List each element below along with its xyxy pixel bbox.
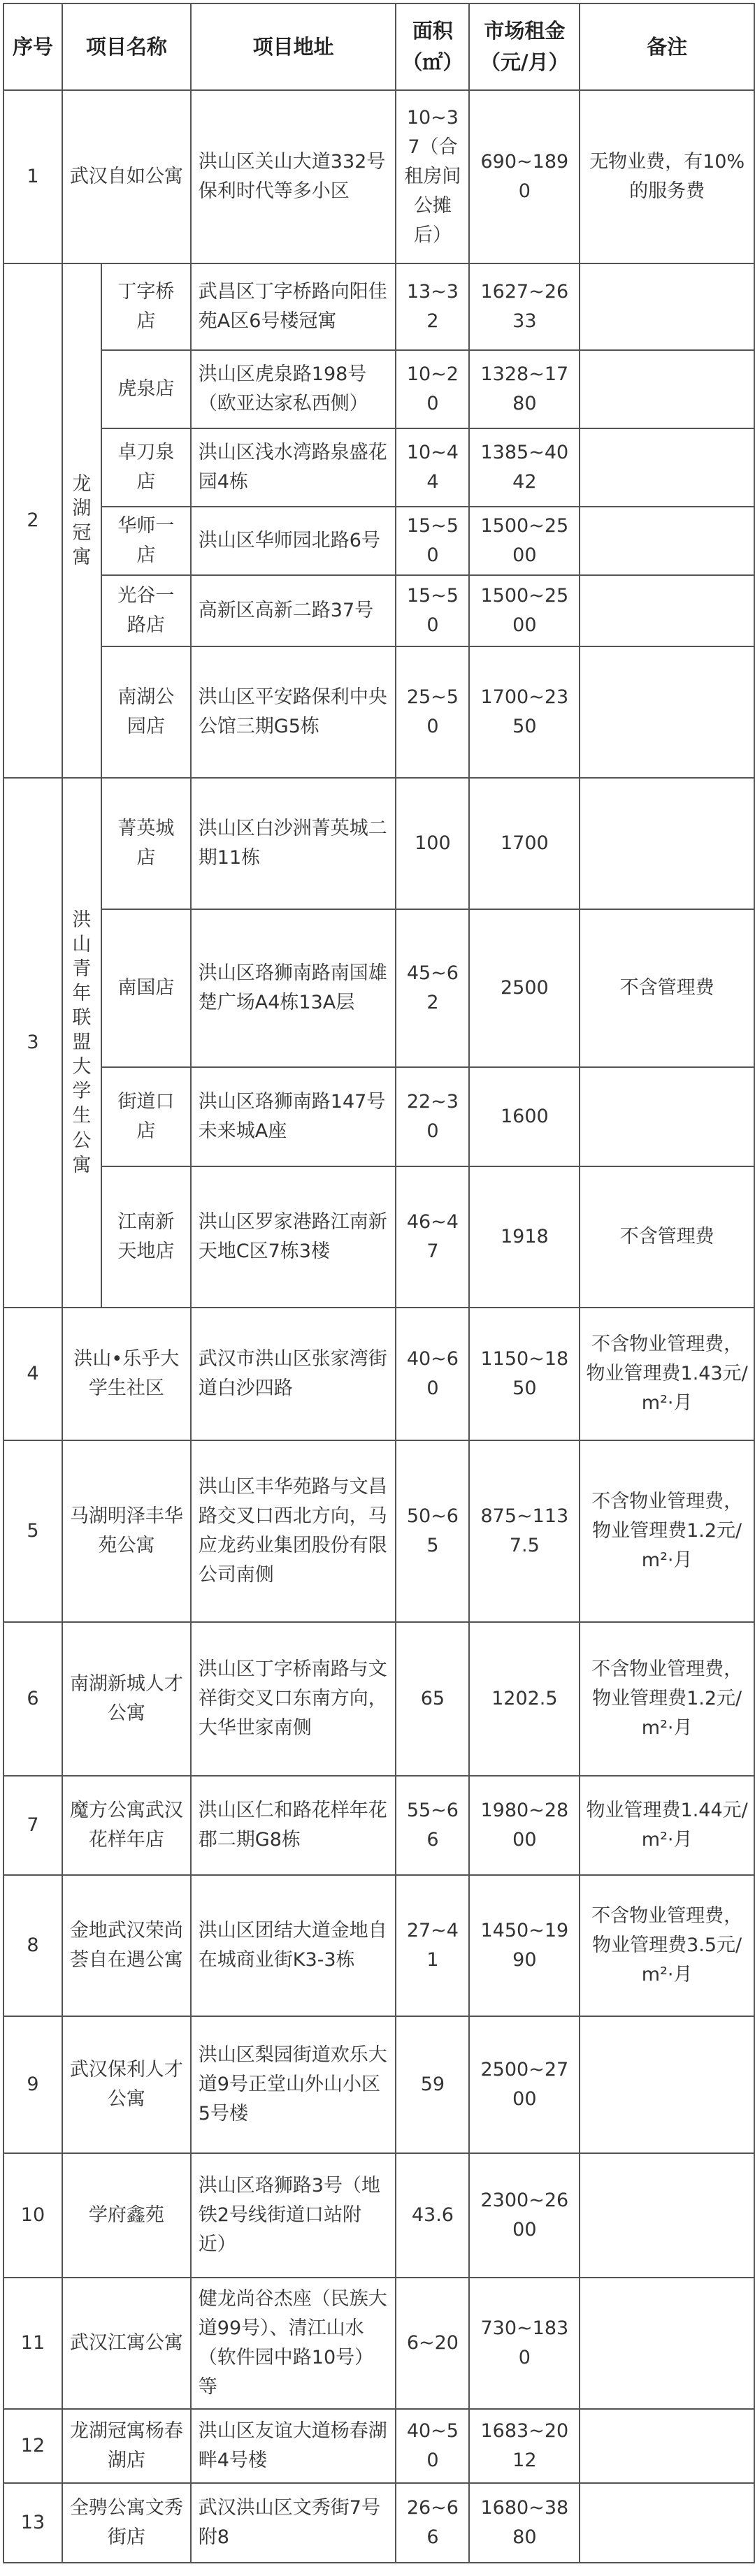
branch-address: 洪山区白沙洲菁英城二期11栋 — [191, 778, 396, 909]
project-name: 学府鑫苑 — [62, 2153, 191, 2278]
table-row — [3, 2483, 754, 2563]
project-name: 武汉保利人才公寓 — [62, 2016, 191, 2153]
table-row — [3, 263, 754, 350]
project-rent: 1150~1850 — [469, 1308, 580, 1440]
branch-remark: 不含管理费 — [580, 909, 754, 1067]
branch-rent: 1700 — [469, 778, 580, 909]
project-area: 59 — [396, 2016, 469, 2153]
branch-remark — [580, 507, 754, 575]
branch-remark — [580, 428, 754, 507]
branch-remark — [580, 646, 754, 778]
project-remark: 不含物业管理费，物业管理费1.43元/m²·月 — [580, 1308, 754, 1440]
project-remark — [580, 2483, 754, 2563]
branch-address: 洪山区浅水湾路泉盛花园4栋 — [191, 428, 396, 507]
table-row — [3, 2278, 754, 2409]
project-rent: 2300~2600 — [469, 2153, 580, 2278]
branch-area: 22~30 — [396, 1067, 469, 1166]
header-name: 项目名称 — [62, 3, 191, 90]
branch-address: 洪山区珞狮南路南国雄楚广场A4栋13A层 — [191, 909, 396, 1067]
table-row — [3, 350, 754, 428]
table-row — [3, 1622, 754, 1776]
table-row — [3, 2153, 754, 2278]
table-row — [3, 2016, 754, 2153]
branch-address: 武昌区丁字桥路向阳佳苑A区6号楼冠寓 — [191, 263, 396, 350]
branch-area: 15~50 — [396, 575, 469, 646]
table-row — [3, 2409, 754, 2483]
project-area: 26~66 — [396, 2483, 469, 2563]
table-row — [3, 1067, 754, 1166]
branch-address: 洪山区华师园北路6号 — [191, 507, 396, 575]
branch-name: 菁英城店 — [101, 778, 191, 909]
project-name: 马湖明泽丰华苑公寓 — [62, 1440, 191, 1622]
table-row — [3, 1308, 754, 1440]
project-remark: 无物业费，有10%的服务费 — [580, 90, 754, 263]
header-no: 序号 — [3, 3, 62, 90]
branch-rent: 1627~2633 — [469, 263, 580, 350]
project-address: 武汉洪山区文秀街7号附8 — [191, 2483, 396, 2563]
table-body — [3, 90, 754, 2563]
branch-address: 洪山区罗家港路江南新天地C区7栋3楼 — [191, 1166, 396, 1308]
project-address: 洪山区丁字桥南路与文祥街交叉口东南方向，大华世家南侧 — [191, 1622, 396, 1776]
header-row — [3, 3, 754, 90]
header-remark: 备注 — [580, 3, 754, 90]
branch-rent: 1500~2500 — [469, 507, 580, 575]
project-address: 武汉市洪山区张家湾街道白沙四路 — [191, 1308, 396, 1440]
table-row — [3, 909, 754, 1067]
table-row — [3, 646, 754, 778]
branch-area: 25~50 — [396, 646, 469, 778]
branch-name: 华师一店 — [101, 507, 191, 575]
project-address: 洪山区梨园街道欢乐大道9号正堂山外山小区5号楼 — [191, 2016, 396, 2153]
table-row — [3, 90, 754, 263]
project-remark — [580, 2016, 754, 2153]
table-row — [3, 778, 754, 909]
project-area: 65 — [396, 1622, 469, 1776]
branch-remark: 不含管理费 — [580, 1166, 754, 1308]
project-area: 40~60 — [396, 1308, 469, 1440]
row-number: 9 — [3, 2016, 62, 2153]
branch-rent: 1600 — [469, 1067, 580, 1166]
branch-remark — [580, 575, 754, 646]
brand-name: 洪山青年联盟大学生公寓 — [62, 778, 101, 1308]
project-remark — [580, 2153, 754, 2278]
project-area: 6~20 — [396, 2278, 469, 2409]
row-number: 1 — [3, 90, 62, 263]
project-rent: 875~1137.5 — [469, 1440, 580, 1622]
row-number: 12 — [3, 2409, 62, 2483]
branch-area: 10~44 — [396, 428, 469, 507]
project-remark — [580, 2409, 754, 2483]
branch-remark — [580, 350, 754, 428]
branch-name: 光谷一路店 — [101, 575, 191, 646]
branch-area: 10~20 — [396, 350, 469, 428]
project-rent: 1980~2800 — [469, 1776, 580, 1875]
branch-rent: 1918 — [469, 1166, 580, 1308]
project-name: 南湖新城人才公寓 — [62, 1622, 191, 1776]
branch-address: 高新区高新二路37号 — [191, 575, 396, 646]
branch-name: 卓刀泉店 — [101, 428, 191, 507]
table-row — [3, 1875, 754, 2016]
rental-table — [3, 3, 755, 2563]
project-rent: 1202.5 — [469, 1622, 580, 1776]
table-row — [3, 1776, 754, 1875]
branch-rent: 2500 — [469, 909, 580, 1067]
project-address: 健龙尚谷杰座（民族大道99号）、清江山水（软件园中路10号）等 — [191, 2278, 396, 2409]
row-number: 7 — [3, 1776, 62, 1875]
branch-address: 洪山区平安路保利中央公馆三期G5栋 — [191, 646, 396, 778]
project-address: 洪山区友谊大道杨春湖畔4号楼 — [191, 2409, 396, 2483]
branch-area: 100 — [396, 778, 469, 909]
row-number: 11 — [3, 2278, 62, 2409]
branch-address: 洪山区珞狮南路147号未来城A座 — [191, 1067, 396, 1166]
branch-area: 15~50 — [396, 507, 469, 575]
branch-remark — [580, 1067, 754, 1166]
project-address: 洪山区仁和路花样年花郡二期G8栋 — [191, 1776, 396, 1875]
project-address: 洪山区团结大道金地自在城商业街K3-3栋 — [191, 1875, 396, 2016]
row-number: 13 — [3, 2483, 62, 2563]
project-area: 10~37（合租房间公摊后） — [396, 90, 469, 263]
project-address: 洪山区关山大道332号保利时代等多小区 — [191, 90, 396, 263]
project-rent: 690~1890 — [469, 90, 580, 263]
branch-rent: 1328~1780 — [469, 350, 580, 428]
project-area: 27~41 — [396, 1875, 469, 2016]
row-number: 2 — [3, 263, 62, 778]
branch-rent: 1500~2500 — [469, 575, 580, 646]
row-number: 3 — [3, 778, 62, 1308]
project-area: 40~50 — [396, 2409, 469, 2483]
project-remark: 不含物业管理费，物业管理费1.2元/m²·月 — [580, 1622, 754, 1776]
table-row — [3, 428, 754, 507]
branch-name: 南湖公园店 — [101, 646, 191, 778]
branch-rent: 1385~4042 — [469, 428, 580, 507]
brand-name: 龙湖冠寓 — [62, 263, 101, 778]
table-row — [3, 1166, 754, 1308]
branch-name: 南国店 — [101, 909, 191, 1067]
branch-area: 45~62 — [396, 909, 469, 1067]
row-number: 5 — [3, 1440, 62, 1622]
project-rent: 1683~2012 — [469, 2409, 580, 2483]
branch-name: 街道口店 — [101, 1067, 191, 1166]
branch-rent: 1700~2350 — [469, 646, 580, 778]
project-address: 洪山区丰华苑路与文昌路交叉口西北方向，马应龙药业集团股份有限公司南侧 — [191, 1440, 396, 1622]
table-row — [3, 575, 754, 646]
row-number: 4 — [3, 1308, 62, 1440]
project-rent: 2500~2700 — [469, 2016, 580, 2153]
project-area: 50~65 — [396, 1440, 469, 1622]
branch-address: 洪山区虎泉路198号（欧亚达家私西侧） — [191, 350, 396, 428]
table-row — [3, 1440, 754, 1622]
table-row — [3, 507, 754, 575]
header-area: 面积（㎡） — [396, 3, 469, 90]
branch-remark — [580, 263, 754, 350]
branch-name: 江南新天地店 — [101, 1166, 191, 1308]
branch-area: 13~32 — [396, 263, 469, 350]
project-area: 55~66 — [396, 1776, 469, 1875]
row-number: 8 — [3, 1875, 62, 2016]
project-name: 魔方公寓武汉花样年店 — [62, 1776, 191, 1875]
header-address: 项目地址 — [191, 3, 396, 90]
branch-name: 虎泉店 — [101, 350, 191, 428]
branch-area: 46~47 — [396, 1166, 469, 1308]
project-name: 金地武汉荣尚荟自在遇公寓 — [62, 1875, 191, 2016]
branch-name: 丁字桥店 — [101, 263, 191, 350]
project-name: 武汉江寓公寓 — [62, 2278, 191, 2409]
project-address: 洪山区珞狮路3号（地铁2号线街道口站附近） — [191, 2153, 396, 2278]
project-area: 43.6 — [396, 2153, 469, 2278]
project-name: 龙湖冠寓杨春湖店 — [62, 2409, 191, 2483]
project-rent: 730~1830 — [469, 2278, 580, 2409]
project-remark: 不含物业管理费，物业管理费1.2元/m²·月 — [580, 1440, 754, 1622]
project-rent: 1450~1990 — [469, 1875, 580, 2016]
branch-remark — [580, 778, 754, 909]
row-number: 6 — [3, 1622, 62, 1776]
project-remark: 物业管理费1.44元/m²·月 — [580, 1776, 754, 1875]
header-rent: 市场租金（元/月） — [469, 3, 580, 90]
project-name: 洪山•乐乎大学生社区 — [62, 1308, 191, 1440]
project-remark: 不含物业管理费，物业管理费3.5元/m²·月 — [580, 1875, 754, 2016]
project-name: 武汉自如公寓 — [62, 90, 191, 263]
row-number: 10 — [3, 2153, 62, 2278]
project-rent: 1680~3880 — [469, 2483, 580, 2563]
project-remark — [580, 2278, 754, 2409]
project-name: 全骋公寓文秀街店 — [62, 2483, 191, 2563]
